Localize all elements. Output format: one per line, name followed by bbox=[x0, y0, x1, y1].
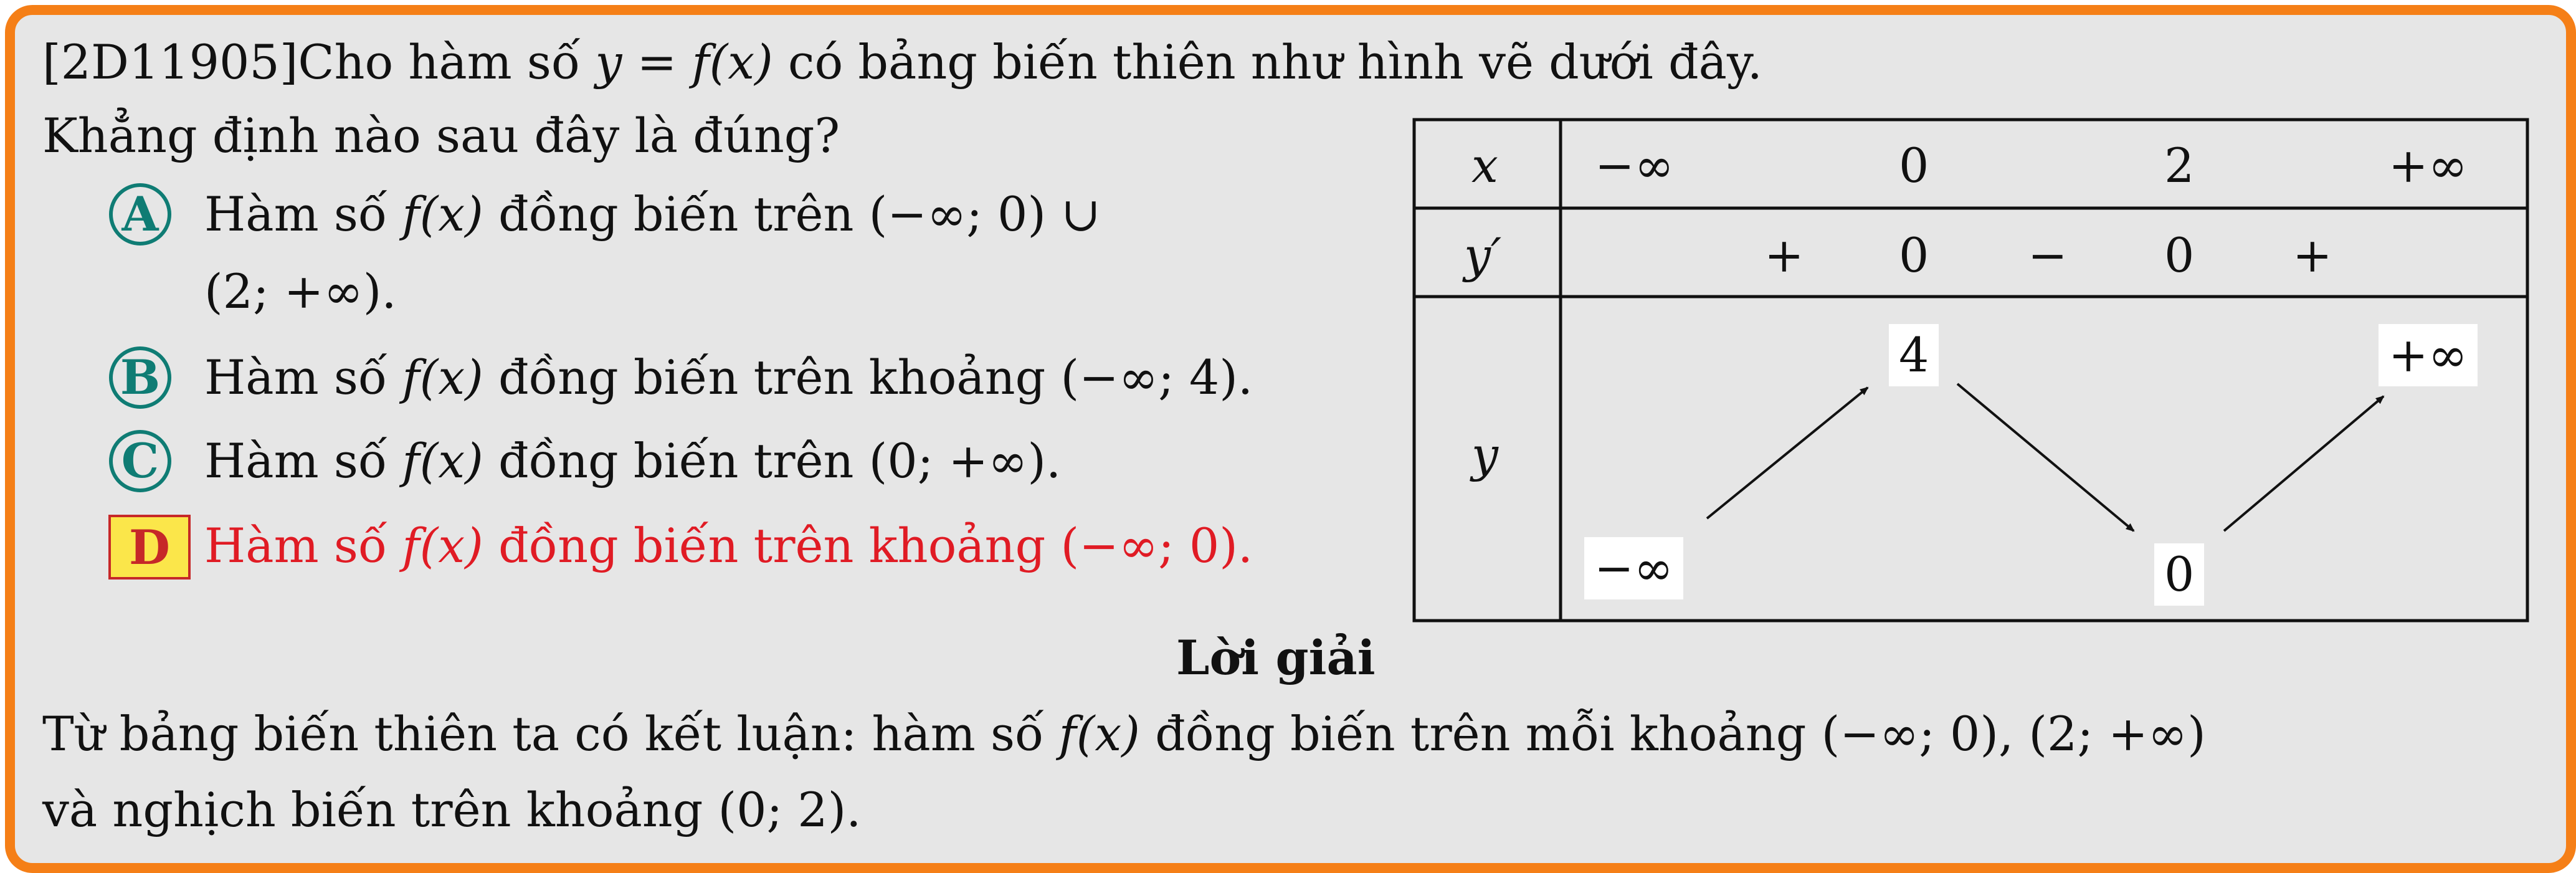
question-stem-line1: [2D11905]Cho hàm số y = f(x) có bảng biến thiên như hình vẽ dưới đây. bbox=[42, 34, 1762, 90]
x-value: −∞ bbox=[1595, 138, 1674, 193]
option-b-marker[interactable]: B bbox=[109, 346, 171, 409]
solution-line2: và nghịch biến trên khoảng (0; 2). bbox=[42, 782, 862, 837]
arrow-up-1 bbox=[1707, 388, 1868, 518]
sign-value: 0 bbox=[1899, 227, 1929, 283]
function-name: y = f(x) bbox=[595, 34, 773, 90]
option-a-marker[interactable]: A bbox=[109, 183, 171, 246]
y-value-max: 4 bbox=[1889, 324, 1939, 386]
arrow-up-2 bbox=[2224, 396, 2384, 531]
sign-value: + bbox=[1764, 227, 1804, 283]
y-value-plus-inf: +∞ bbox=[2379, 324, 2478, 386]
table-x-label: x bbox=[1471, 138, 1498, 193]
option-c-text[interactable]: Hàm số f(x) đồng biến trên (0; +∞). bbox=[204, 433, 1062, 489]
x-value: +∞ bbox=[2388, 138, 2468, 193]
arrow-down bbox=[1957, 384, 2134, 531]
question-stem-line2: Khẳng định nào sau đây là đúng? bbox=[42, 108, 840, 163]
x-value: 2 bbox=[2164, 138, 2195, 193]
solution-heading: Lời giải bbox=[1176, 630, 1376, 685]
option-b-text[interactable]: Hàm số f(x) đồng biến trên khoảng (−∞; 4). bbox=[204, 350, 1253, 405]
option-d-marker[interactable]: D bbox=[108, 515, 191, 580]
option-a-text[interactable]: Hàm số f(x) đồng biến trên (−∞; 0) ∪ bbox=[204, 186, 1101, 242]
option-a-text-cont[interactable]: (2; +∞). bbox=[204, 264, 397, 319]
y-value-min-inf: −∞ bbox=[1584, 537, 1683, 599]
y-value-min: 0 bbox=[2154, 543, 2204, 606]
option-c-marker[interactable]: C bbox=[109, 430, 171, 492]
table-yprime-label: y′ bbox=[1464, 227, 1502, 283]
solution-line1: Từ bảng biến thiên ta có kết luận: hàm số f(x) đồng biến trên mỗi khoảng (−∞; 0), (2; +∞) bbox=[42, 706, 2206, 761]
option-d-text[interactable]: Hàm số f(x) đồng biến trên khoảng (−∞; 0). bbox=[204, 518, 1253, 573]
sign-value: 0 bbox=[2164, 227, 2195, 283]
sign-value: − bbox=[2028, 227, 2068, 283]
x-value: 0 bbox=[1899, 138, 1929, 193]
sign-value: + bbox=[2293, 227, 2332, 283]
question-code: [2D11905] bbox=[42, 34, 298, 90]
table-y-label: y bbox=[1471, 427, 1498, 482]
